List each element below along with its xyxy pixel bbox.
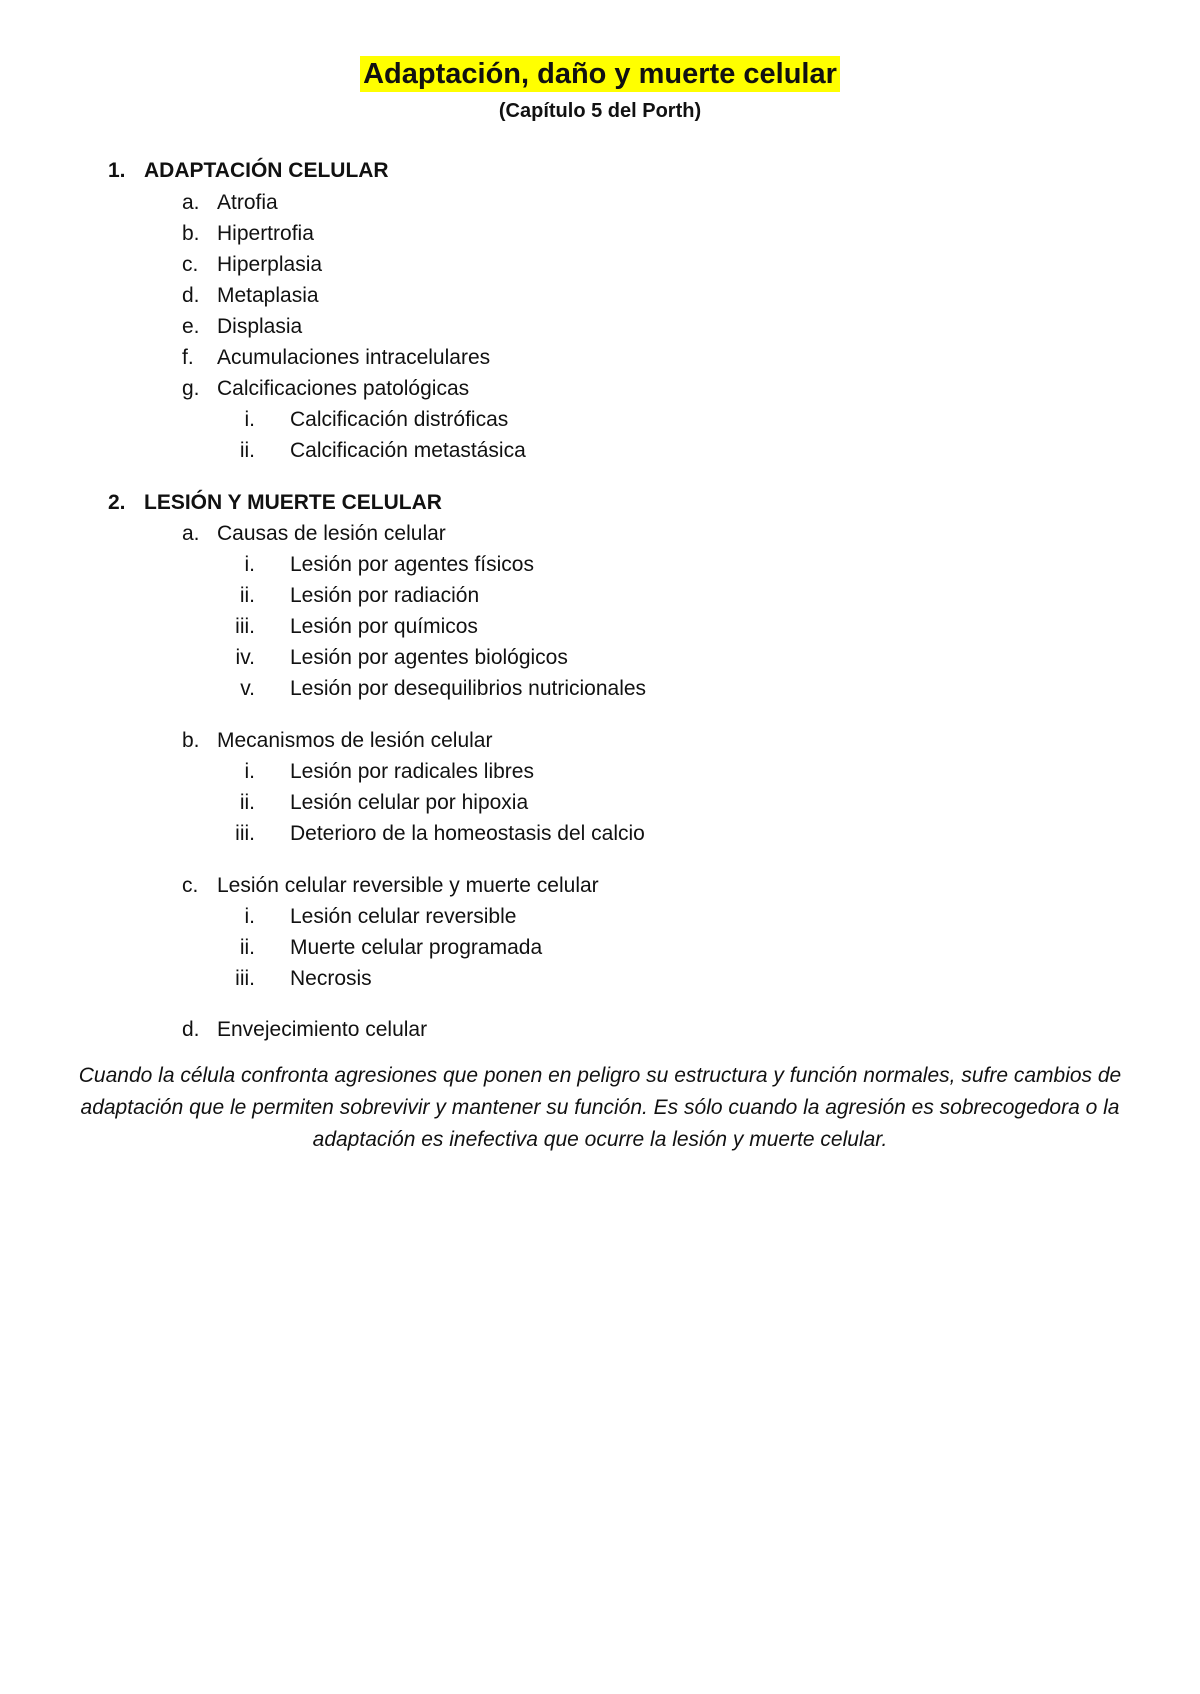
subitem-marker: ii.	[239, 791, 255, 814]
subitem-marker: ii.	[239, 439, 255, 462]
document-title: Adaptación, daño y muerte celular	[360, 56, 840, 92]
subitem-text: Deterioro de la homeostasis del calcio	[290, 822, 645, 845]
subitem-marker: i.	[244, 905, 255, 928]
item-marker: d.	[182, 1018, 200, 1041]
item-text: Atrofia	[217, 191, 278, 214]
item-marker: d.	[182, 284, 200, 307]
item-text: Acumulaciones intracelulares	[217, 346, 491, 369]
subitem-marker: iv.	[235, 646, 255, 669]
closing-paragraph: Cuando la célula confronta agresiones que ponen en peligro su estructura y función normales, sufre cambios de adaptación que le permiten sobrevivir y mantener su función. Es sólo cuando la agresión es sobrecogedora o la adaptación es inefectiva que ocurre la lesión y muerte celular.	[78, 1064, 1122, 1151]
subitem-text: Lesión celular reversible	[290, 905, 517, 928]
subitem-marker: iii.	[235, 822, 255, 845]
item-text: Lesión celular reversible y muerte celular	[217, 874, 599, 897]
subitem-marker: v.	[240, 677, 255, 700]
subitem-marker: ii.	[239, 936, 255, 959]
item-marker: a.	[182, 191, 200, 214]
item-marker: e.	[182, 315, 200, 338]
item-text: Mecanismos de lesión celular	[217, 729, 493, 752]
section-title: LESIÓN Y MUERTE CELULAR	[144, 491, 442, 514]
subitem-marker: iii.	[235, 967, 255, 990]
item-marker: b.	[182, 222, 200, 245]
subitem-text: Lesión por radiación	[290, 584, 480, 607]
document-subtitle: (Capítulo 5 del Porth)	[498, 100, 702, 122]
item-marker: b.	[182, 729, 200, 752]
subitem-text: Muerte celular programada	[290, 936, 543, 959]
subitem-text: Lesión por químicos	[290, 615, 478, 638]
item-marker: g.	[182, 377, 200, 400]
subitem-text: Calcificación metastásica	[290, 439, 526, 462]
subitem-marker: i.	[244, 408, 255, 431]
item-text: Causas de lesión celular	[217, 522, 446, 545]
section-number: 1.	[108, 159, 126, 182]
section-title: ADAPTACIÓN CELULAR	[144, 159, 389, 182]
item-text: Displasia	[217, 315, 303, 338]
subitem-marker: i.	[244, 760, 255, 783]
subitem-text: Lesión por radicales libres	[290, 760, 534, 783]
item-marker: c.	[182, 253, 199, 276]
item-marker: f.	[182, 346, 194, 369]
item-text: Calcificaciones patológicas	[217, 377, 470, 400]
subitem-text: Lesión celular por hipoxia	[290, 791, 529, 814]
item-marker: a.	[182, 522, 200, 545]
subitem-text: Lesión por desequilibrios nutricionales	[290, 677, 647, 700]
subitem-text: Lesión por agentes biológicos	[290, 646, 568, 669]
item-text: Hipertrofia	[217, 222, 314, 245]
item-text: Envejecimiento celular	[217, 1018, 428, 1041]
item-text: Hiperplasia	[217, 253, 323, 276]
subitem-marker: iii.	[235, 615, 255, 638]
item-text: Metaplasia	[217, 284, 319, 307]
section-number: 2.	[108, 491, 126, 514]
subitem-marker: i.	[244, 553, 255, 576]
subitem-text: Necrosis	[290, 967, 372, 990]
item-marker: c.	[182, 874, 199, 897]
subitem-marker: ii.	[239, 584, 255, 607]
title-container	[0, 56, 1200, 92]
subitem-text: Calcificación distróficas	[290, 408, 509, 431]
subitem-text: Lesión por agentes físicos	[290, 553, 534, 576]
